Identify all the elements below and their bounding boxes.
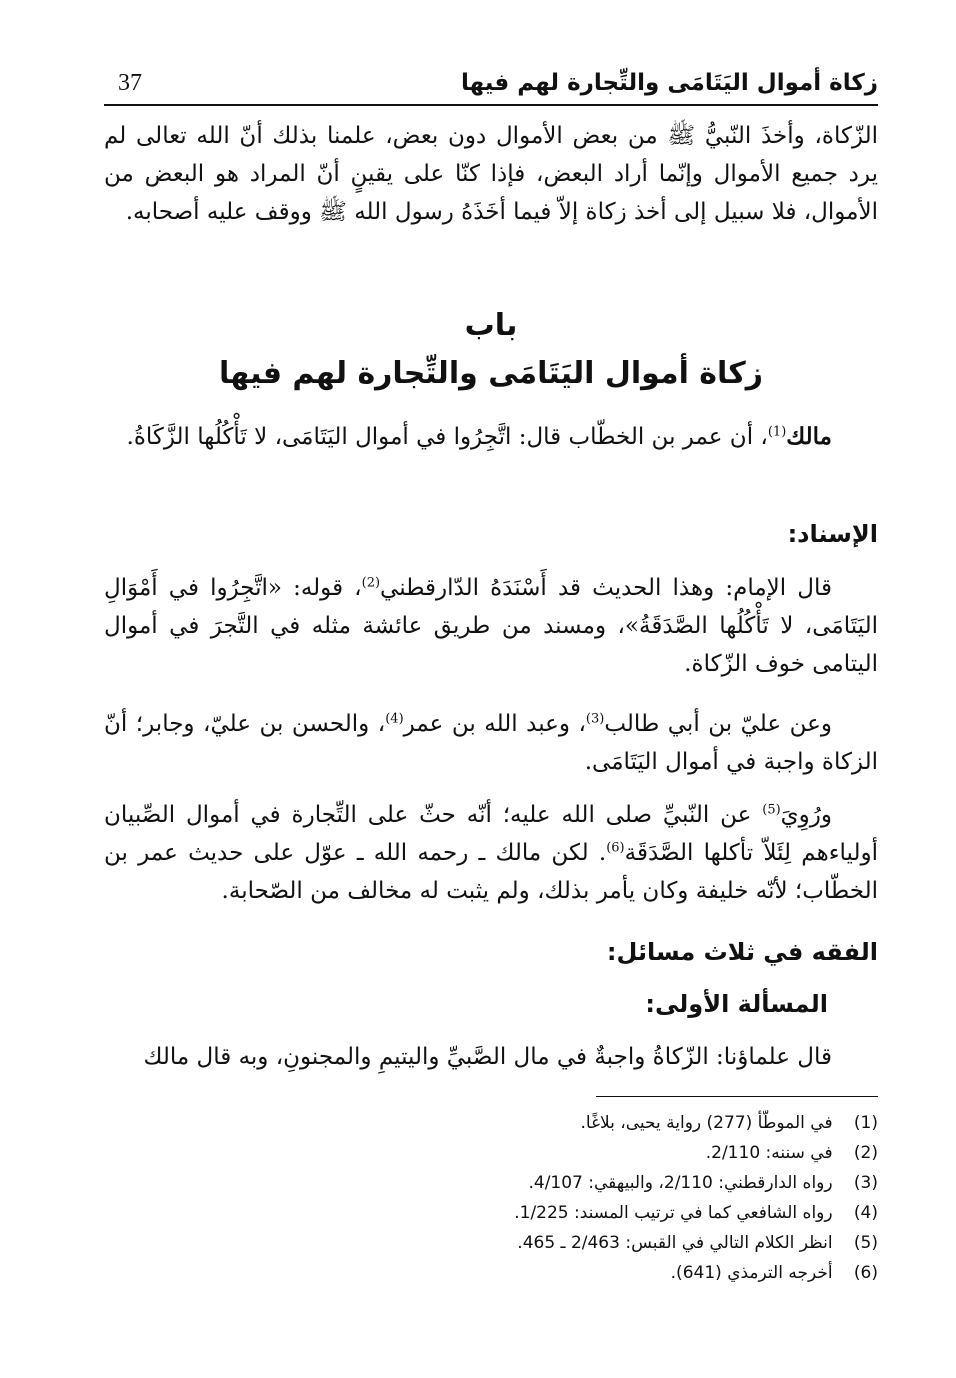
- footnote-rule: [596, 1096, 878, 1097]
- footnote-item: [300, 1108, 878, 1138]
- footnote-text: انظر الكلام التالي في القبس: 2/463 ـ 465.: [517, 1233, 833, 1253]
- isnad-paragraph-2: [104, 705, 878, 781]
- isnad-p2-text-a: وعن عليّ بن أبي طالب: [604, 711, 832, 737]
- chapter-title: زكاة أموال اليَتَامَى والتِّجارة لهم فيها: [219, 356, 763, 391]
- footnote-ref-1: (1): [767, 424, 787, 440]
- footnote-item: [300, 1258, 878, 1288]
- isnad-p3-text-a: ورُوِيَ: [780, 802, 832, 828]
- footnote-number: (1): [853, 1113, 878, 1133]
- isnad-paragraph-3: [104, 796, 878, 910]
- footnote-ref-2: (2): [361, 575, 381, 591]
- isnad-p2-text-c: ، والحسن بن عليّ، وجابر؛ أنّ الزكاة واجبة في أموال اليَتَامَى.: [104, 711, 878, 775]
- footnote-text: رواه الدارقطني: 2/110، والبيهقي: 4/107.: [528, 1173, 833, 1193]
- isnad-p3-text-c: . لكن مالك ـ رحمه الله ـ عوّل على حديث عمر بن الخطّاب؛ لأنّه خليفة وكان يأمر بذلك، ولم يثبت له مخالف من الصّحابة.: [104, 840, 878, 904]
- hadith-text: ، أن عمر بن الخطّاب قال: اتَّجِرُوا في أموال اليَتَامَى، لا تَأْكُلُها الزَّكَاةُ.: [126, 424, 768, 450]
- footnote-text: رواه الشافعي كما في ترتيب المسند: 1/225.: [514, 1203, 833, 1223]
- isnad-p1-text-a: قال الإمام: وهذا الحديث قد أَسْنَدَهُ الدّارقطني: [380, 575, 833, 601]
- hadith-narrator: مالك: [786, 423, 832, 450]
- footnote-number: (2): [853, 1143, 878, 1163]
- running-title: زكاة أموال اليَتَامَى والتِّجارة لهم فيها: [460, 70, 878, 96]
- first-issue-paragraph: قال علماؤنا: الزّكاةُ واجبةٌ في مال الصَّبيِّ واليتيمِ والمجنونِ، وبه قال مالك: [143, 1044, 832, 1070]
- intro-paragraph: الزّكاة، وأخذَ النّبيُّ ﷺ من بعض الأموال دون بعض، علمنا بذلك أنّ الله تعالى لم يرد جميع الأموال وإنّما أراد البعض، فإذا كنّا على يقينٍ أنّ المراد هو البعض من الأموال، فلا سبيل إلى أخذ زكاة إلاّ فيما أخَذَهُ رسول الله ﷺ ووقف عليه أصحابه.: [104, 123, 878, 225]
- footnote-number: (4): [853, 1203, 878, 1223]
- footnote-number: (5): [853, 1233, 878, 1253]
- isnad-p3-text-b: عن النّبيِّ صلى الله عليه؛ أنّه حثّ على التِّجارة في أموال الصِّبيان أولياءهم لِئَلاّ تأكلها الصَّدَقَة: [104, 802, 878, 866]
- isnad-p2-text-b: ، وعبد الله بن عمر: [403, 711, 586, 737]
- footnote-text: أخرجه الترمذي (641).: [670, 1263, 833, 1283]
- footnotes: [300, 1108, 878, 1288]
- footnote-ref-5: (5): [762, 802, 781, 818]
- footnote-ref-3: (3): [585, 711, 605, 727]
- footnote-ref-4: (4): [385, 711, 404, 727]
- isnad-heading: الإسناد:: [787, 520, 878, 548]
- footnote-text: في الموطّأ (277) رواية يحيى، بلاغًا.: [580, 1113, 833, 1133]
- footnote-item: [300, 1138, 878, 1168]
- footnote-item: [300, 1168, 878, 1198]
- hadith-paragraph: [104, 418, 878, 456]
- footnote-text: في سننه: 2/110.: [705, 1143, 833, 1163]
- footnote-item: [300, 1228, 878, 1258]
- isnad-p1-text-b: ، قوله: «اتَّجِرُوا في أَمْوَالِ اليَتَامَى، لا تَأْكُلُها الصَّدَقَةُ»، ومسند من طريق عائشة مثله في التَّجرَ في أموال اليتامى خوف الزّكاة.: [104, 575, 878, 677]
- footnote-item: [300, 1198, 878, 1228]
- isnad-paragraph-1: [104, 569, 878, 683]
- chapter-label: باب: [464, 308, 518, 343]
- footnote-number: (3): [853, 1173, 878, 1193]
- first-issue-heading: المسألة الأولى:: [645, 990, 828, 1018]
- footnote-number: (6): [853, 1263, 878, 1283]
- fiqh-heading: الفقه في ثلاث مسائل:: [606, 938, 878, 966]
- page-number: 37: [118, 70, 142, 96]
- page-header: [104, 64, 878, 102]
- header-rule: [104, 104, 878, 106]
- footnote-ref-6: (6): [606, 840, 625, 856]
